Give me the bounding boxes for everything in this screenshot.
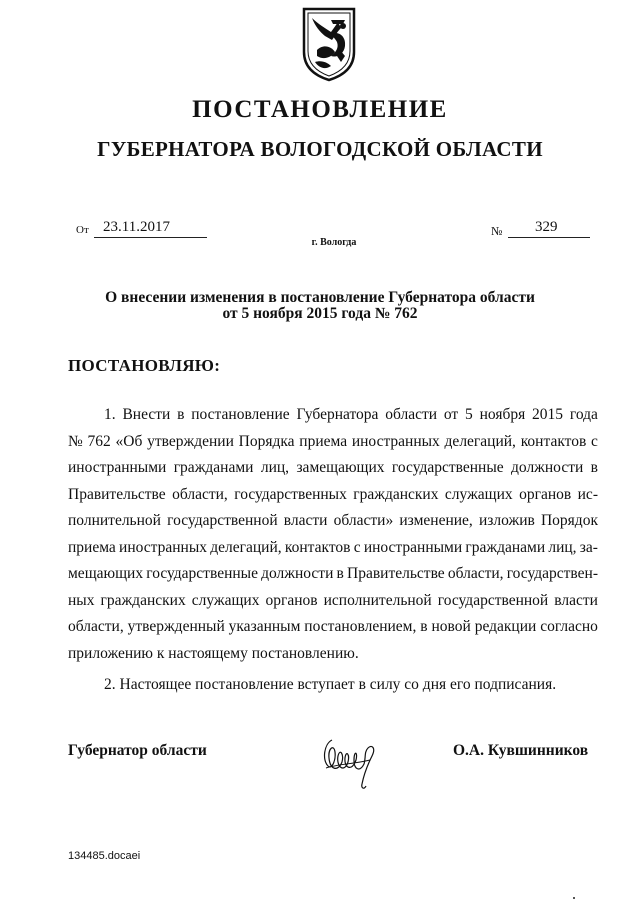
word: от <box>443 406 459 423</box>
word: изменение, <box>399 512 473 529</box>
paragraph-line <box>68 535 598 562</box>
subject-line-1: О внесении изменения в постановление Губернатора области <box>105 289 535 306</box>
number-label: № <box>491 224 503 238</box>
word: с <box>353 538 361 556</box>
paragraph-line <box>68 614 598 641</box>
word: контактов <box>284 538 351 556</box>
document-title: ПОСТАНОВЛЕНИЕ <box>192 96 448 123</box>
word: мещающих <box>68 565 144 582</box>
word: служащих <box>191 591 260 609</box>
word: ноября <box>479 406 526 423</box>
city-label: г. Вологда <box>311 237 357 248</box>
word: исполнительной <box>323 591 432 609</box>
word: в <box>590 459 598 476</box>
word: гражданских <box>353 485 439 503</box>
word: ис- <box>577 485 598 503</box>
word: лиц, <box>260 459 290 476</box>
handwritten-signature <box>318 730 382 792</box>
word: гражданами <box>465 538 546 556</box>
word: иностранных <box>119 538 207 556</box>
word: новой <box>431 618 471 635</box>
word: Порядок <box>540 512 598 529</box>
word: изложив <box>478 512 535 529</box>
word: с <box>591 432 598 450</box>
word: Правительстве <box>68 485 166 503</box>
word: органов <box>265 591 318 609</box>
signatory-position: Губернатор области <box>68 742 207 759</box>
word: лиц, <box>548 538 577 556</box>
word: делегаций, <box>444 432 516 450</box>
word: государственные <box>391 459 504 476</box>
word: должности <box>261 565 334 582</box>
decree-heading: ПОСТАНОВЛЯЮ: <box>68 356 221 375</box>
word: области, <box>68 618 124 635</box>
word: замещающих <box>296 459 385 476</box>
word: области» <box>333 512 394 529</box>
paragraph-line <box>68 429 598 456</box>
word: «Об <box>115 432 143 450</box>
word: служащих <box>444 485 513 503</box>
word: постановлением, <box>304 618 417 635</box>
word: указанным <box>228 618 301 635</box>
word: Губернатора <box>296 406 379 423</box>
word: государственные <box>146 565 258 582</box>
word: государствен- <box>506 565 598 582</box>
paragraph-1 <box>68 402 598 667</box>
word: гражданами <box>173 459 254 476</box>
word: ных <box>68 591 95 609</box>
word: 5 <box>465 406 473 423</box>
paragraph-line: приложению к настоящему постановлению. <box>68 644 359 662</box>
paragraph-line <box>68 508 598 535</box>
word: в <box>177 406 185 423</box>
word: № <box>68 432 83 450</box>
word: 762 <box>87 432 111 450</box>
word: постановление <box>191 406 290 423</box>
paragraph-line <box>68 588 598 615</box>
vologda-coat-of-arms-emblem <box>301 6 357 82</box>
word: государственной <box>167 512 278 529</box>
word: делегаций, <box>210 538 282 556</box>
word: Внести <box>122 406 171 423</box>
word: государственной <box>437 591 549 609</box>
word: за- <box>579 538 598 556</box>
paragraph-line <box>68 402 598 429</box>
word: утвержденный <box>127 618 225 635</box>
word: приема <box>299 432 348 450</box>
document-id: 134485.docaei <box>68 850 141 862</box>
word: в <box>336 565 344 582</box>
word: области, <box>447 565 504 582</box>
date-field <box>94 219 207 238</box>
word: власти <box>283 512 328 529</box>
word: в <box>420 618 428 635</box>
date-value: 23.11.2017 <box>103 219 170 235</box>
scan-mark <box>573 897 575 899</box>
word: Порядка <box>238 432 295 450</box>
word: государственных <box>234 485 347 503</box>
word: области <box>385 406 438 423</box>
word: иностранными <box>68 459 167 476</box>
word: приема <box>68 538 116 556</box>
paragraph-line <box>68 482 598 509</box>
paragraph-line <box>68 455 598 482</box>
word: иностранными <box>363 538 463 556</box>
word: Правительстве <box>347 565 445 582</box>
word: полнительной <box>68 512 161 529</box>
word: иностранных <box>351 432 440 450</box>
word: 1. <box>104 406 116 423</box>
word: власти <box>554 591 598 609</box>
signatory-name: О.А. Кувшинников <box>453 742 589 759</box>
word: контактов <box>520 432 587 450</box>
word: органов <box>519 485 572 503</box>
word: утверждении <box>147 432 234 450</box>
word: согласно <box>540 618 598 635</box>
number-field <box>508 219 590 238</box>
word: редакции <box>474 618 537 635</box>
date-label: От <box>76 224 89 236</box>
word: гражданских <box>100 591 186 609</box>
number-value: 329 <box>535 219 558 235</box>
paragraph-2: 2. Настоящее постановление вступает в силу со дня его подписания. <box>104 676 557 693</box>
paragraph-line <box>68 561 598 588</box>
word: области, <box>172 485 228 503</box>
word: года <box>569 406 598 423</box>
document-issuer: ГУБЕРНАТОРА ВОЛОГОДСКОЙ ОБЛАСТИ <box>97 137 543 161</box>
subject-line-2: от 5 ноября 2015 года № 762 <box>222 305 418 322</box>
word: 2015 <box>532 406 564 423</box>
word: должности <box>511 459 584 476</box>
